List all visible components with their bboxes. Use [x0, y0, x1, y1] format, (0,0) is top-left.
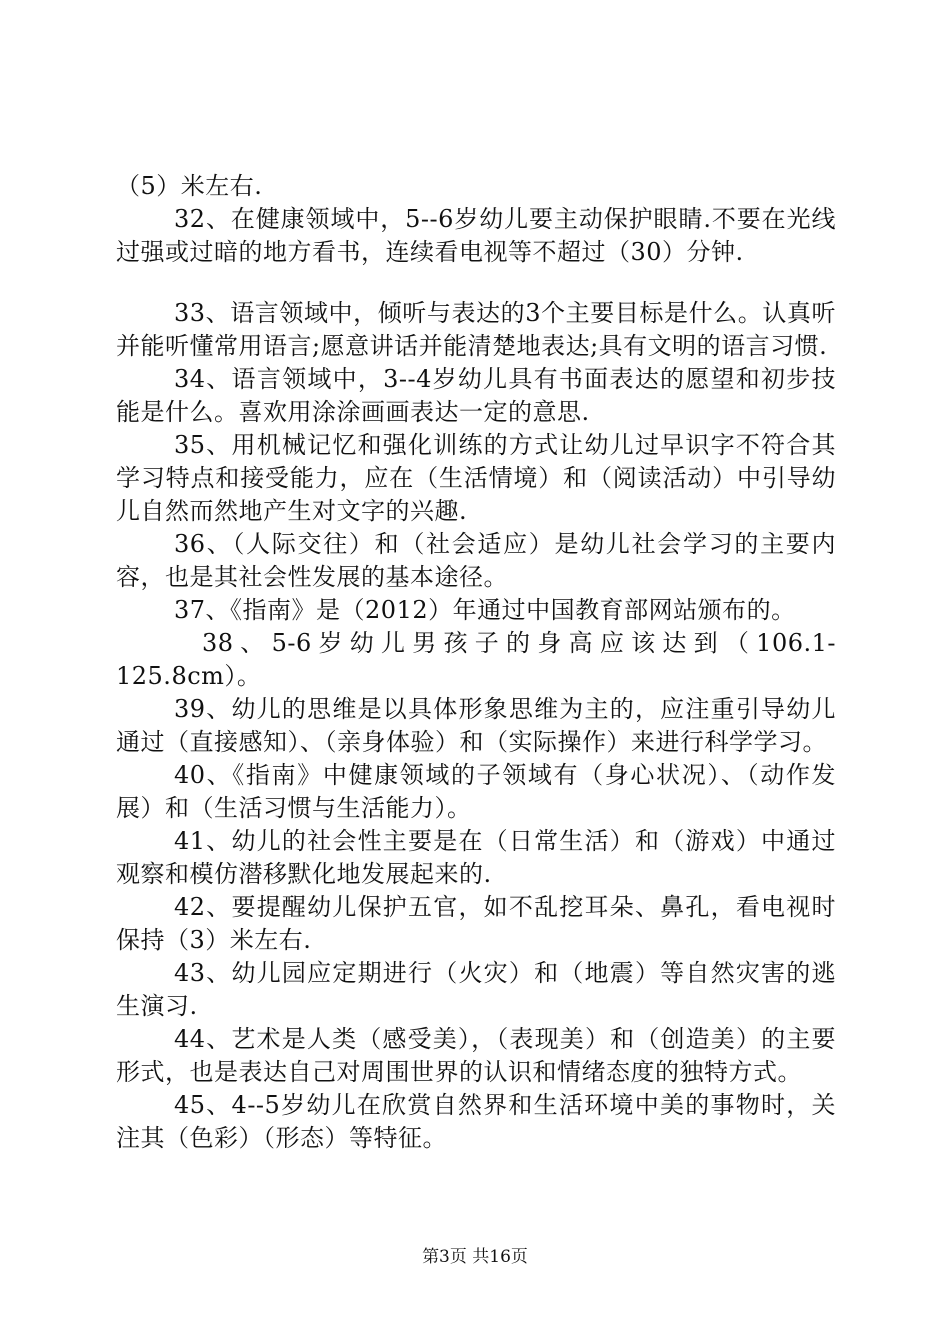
paragraph-item-34: 34、语言领域中，3--4岁幼儿具有书面表达的愿望和初步技能是什么。喜欢用涂涂画画表达一定的意思.	[116, 365, 836, 426]
document-body	[116, 170, 836, 1155]
paragraph-item-42: 42、要提醒幼儿保护五官，如不乱挖耳朵、鼻孔，看电视时保持（3）米左右.	[116, 893, 836, 954]
paragraph-item-43: 43、幼儿园应定期进行（火灾）和（地震）等自然灾害的逃生演习.	[116, 959, 836, 1020]
paragraph-item-41: 41、幼儿的社会性主要是在（日常生活）和（游戏）中通过观察和模仿潜移默化地发展起来的.	[116, 827, 836, 888]
page-footer: 第3页 共16页	[422, 1247, 528, 1267]
paragraph-item-45: 45、4--5岁幼儿在欣赏自然界和生活环境中美的事物时，关注其（色彩）（形态）等特征。	[116, 1091, 836, 1152]
paragraph-item-40: 40、《指南》中健康领域的子领域有（身心状况）、（动作发展）和（生活习惯与生活能力）。	[116, 761, 836, 822]
paragraph-continuation: （5）米左右.	[116, 172, 263, 200]
paragraph-item-38: 38、5-6岁幼儿男孩子的身高应该达到（106.1-125.8cm）。	[116, 629, 836, 690]
paragraph-item-39: 39、幼儿的思维是以具体形象思维为主的，应注重引导幼儿通过（直接感知）、（亲身体验）和（实际操作）来进行科学学习。	[116, 695, 836, 756]
paragraph-item-35: 35、用机械记忆和强化训练的方式让幼儿过早识字不符合其学习特点和接受能力，应在（生活情境）和（阅读活动）中引导幼儿自然而然地产生对文字的兴趣.	[116, 431, 836, 525]
paragraph-item-32: 32、在健康领域中，5--6岁幼儿要主动保护眼睛.不要在光线过强或过暗的地方看书，连续看电视等不超过（30）分钟.	[116, 205, 836, 266]
paragraph-item-36: 36、（人际交往）和（社会适应）是幼儿社会学习的主要内容，也是其社会性发展的基本途径。	[116, 530, 836, 591]
paragraph-item-44: 44、艺术是人类（感受美），（表现美）和（创造美）的主要形式，也是表达自己对周围世界的认识和情绪态度的独特方式。	[116, 1025, 836, 1086]
paragraph-item-33: 33、语言领域中，倾听与表达的3个主要目标是什么。认真听并能听懂常用语言;愿意讲话并能清楚地表达;具有文明的语言习惯.	[116, 299, 836, 360]
paragraph-spacer	[116, 269, 836, 297]
paragraph-item-37: 37、《指南》是（2012）年通过中国教育部网站颁布的。	[174, 596, 796, 624]
